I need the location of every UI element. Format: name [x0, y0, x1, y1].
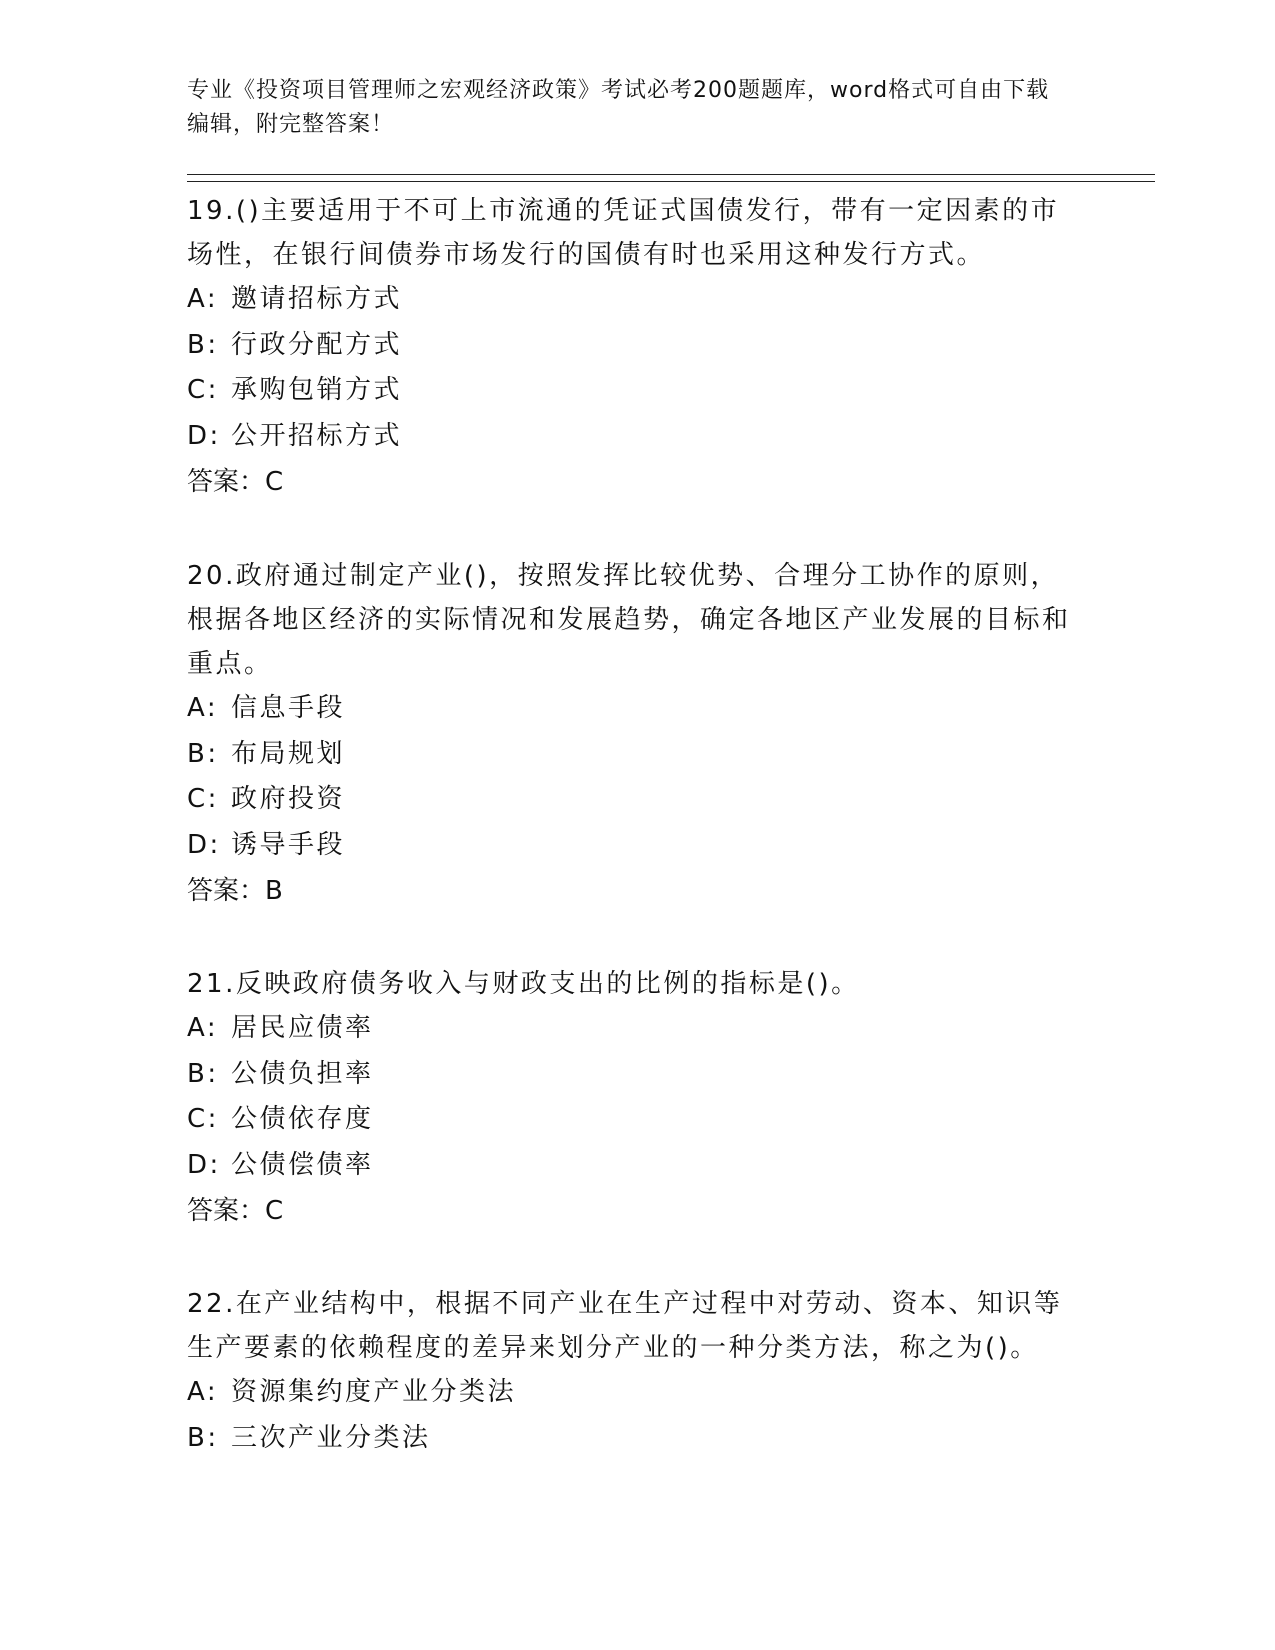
option-text: 公债依存度 — [231, 1104, 374, 1134]
option-letter: C: — [187, 375, 219, 405]
option-text: 公债负担率 — [231, 1058, 374, 1089]
option-text: 诱导手段 — [231, 829, 346, 860]
option-text: 三次产业分类法 — [231, 1422, 431, 1453]
option-letter: A: — [187, 693, 219, 723]
option-b — [187, 732, 1087, 778]
option-letter: B: — [187, 1058, 219, 1089]
option-text: 资源集约度产业分类法 — [231, 1377, 517, 1407]
option-text: 行政分配方式 — [231, 329, 403, 360]
option-letter: D: — [187, 420, 221, 451]
header-divider-bottom — [187, 181, 1155, 182]
option-text: 信息手段 — [231, 693, 346, 723]
option-text: 居民应债率 — [231, 1013, 374, 1043]
option-letter: B: — [187, 738, 219, 769]
option-b — [187, 323, 1087, 369]
option-c — [187, 1097, 1087, 1143]
question-19 — [187, 189, 1087, 505]
option-letter: A: — [187, 284, 219, 314]
option-text: 政府投资 — [231, 784, 346, 814]
option-c — [187, 368, 1087, 414]
option-letter: A: — [187, 1377, 219, 1407]
option-a — [187, 1370, 1087, 1416]
option-d — [187, 414, 1087, 460]
option-text: 邀请招标方式 — [231, 284, 403, 314]
option-letter: A: — [187, 1013, 219, 1043]
option-letter: B: — [187, 1422, 219, 1453]
option-c — [187, 777, 1087, 823]
answer-line: 答案：C — [187, 467, 284, 497]
question-stem: 21.反映政府债务收入与财政支出的比例的指标是()。 — [187, 969, 860, 999]
option-text: 公债偿债率 — [231, 1149, 374, 1180]
option-letter: C: — [187, 1104, 219, 1134]
option-text: 布局规划 — [231, 738, 346, 769]
option-a — [187, 686, 1087, 732]
question-22 — [187, 1282, 1087, 1461]
option-letter: B: — [187, 329, 219, 360]
option-letter: C: — [187, 784, 219, 814]
document-header: 专业《投资项目管理师之宏观经济政策》考试必考200题题库，word格式可自由下载编辑，附完整答案！ — [187, 78, 1050, 137]
answer-line: 答案：B — [187, 876, 283, 906]
option-a — [187, 1006, 1087, 1052]
question-stem: 22.在产业结构中，根据不同产业在生产过程中对劳动、资本、知识等生产要素的依赖程度的差异来划分产业的一种分类方法，称之为()。 — [187, 1289, 1063, 1363]
answer-line: 答案：C — [187, 1196, 284, 1226]
question-21 — [187, 962, 1087, 1234]
option-d — [187, 1143, 1087, 1189]
option-a — [187, 277, 1087, 323]
option-letter: D: — [187, 1149, 221, 1180]
header-divider-top — [187, 174, 1155, 175]
question-20 — [187, 554, 1087, 914]
option-b — [187, 1416, 1087, 1462]
option-letter: D: — [187, 829, 221, 860]
option-text: 承购包销方式 — [231, 375, 403, 405]
option-b — [187, 1052, 1087, 1098]
option-text: 公开招标方式 — [231, 420, 403, 451]
option-d — [187, 823, 1087, 869]
question-stem: 19.()主要适用于不可上市流通的凭证式国债发行，带有一定因素的市场性，在银行间债券市场发行的国债有时也采用这种发行方式。 — [187, 196, 1060, 270]
question-stem: 20.政府通过制定产业()，按照发挥比较优势、合理分工协作的原则，根据各地区经济的实际情况和发展趋势，确定各地区产业发展的目标和重点。 — [187, 561, 1071, 679]
